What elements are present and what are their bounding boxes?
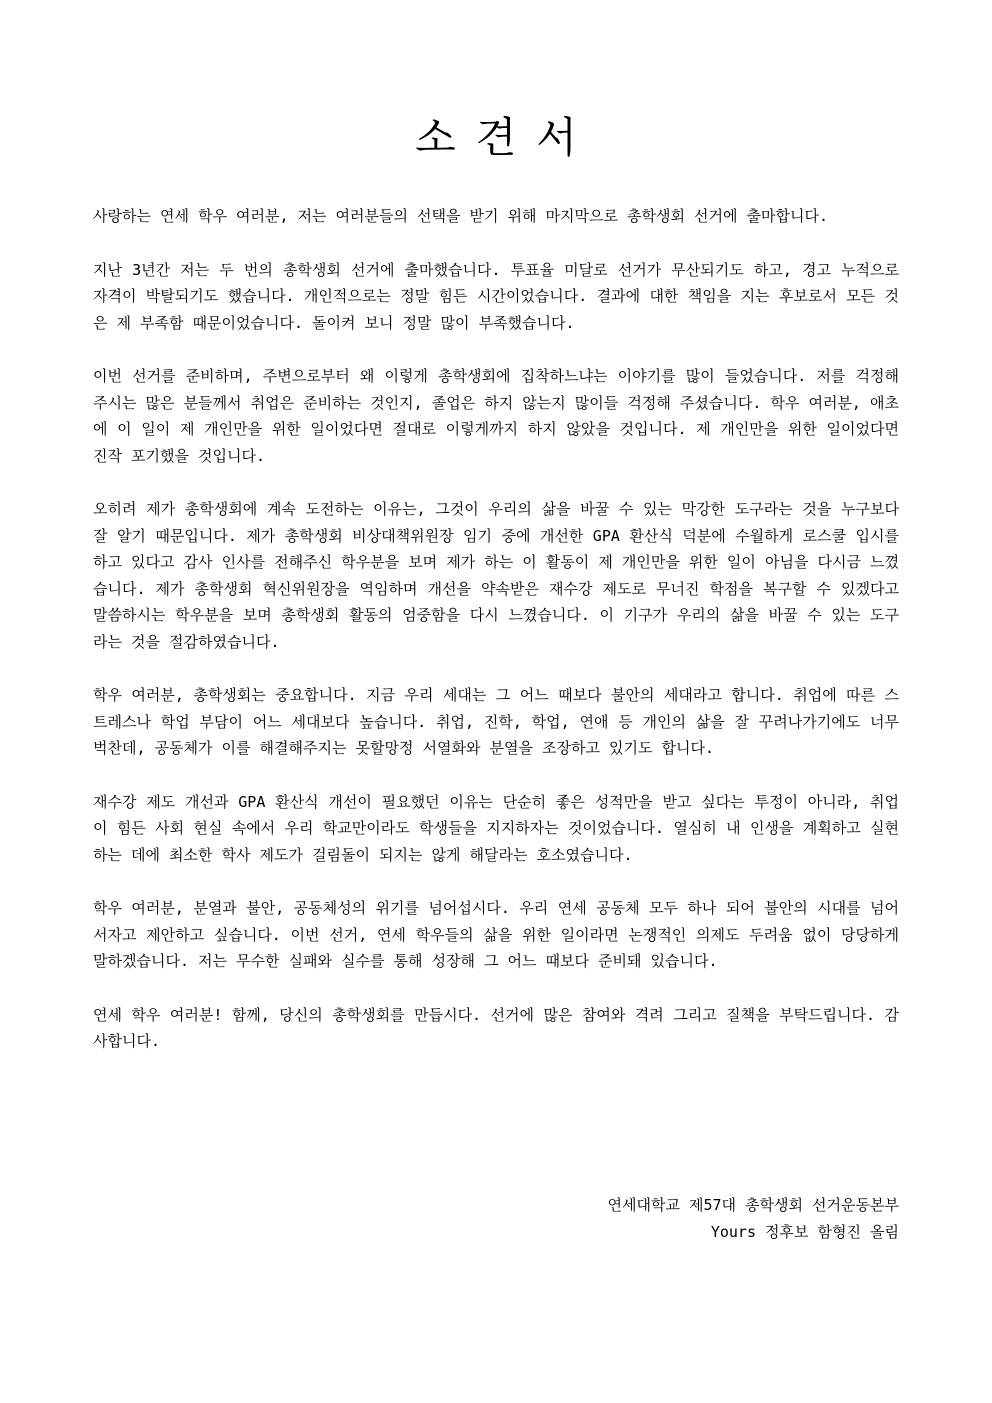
signature-block: [608, 1192, 900, 1246]
paragraph: 연세 학우 여러분! 함께, 당신의 총학생회를 만듭시다. 선거에 많은 참여와 격려 그리고 질책을 부탁드립니다. 감사합니다.: [93, 1005, 899, 1050]
paragraph: 이번 선거를 준비하며, 주변으로부터 왜 이렇게 총학생회에 집착하느냐는 이야기를 많이 들었습니다. 저를 걱정해 주시는 많은 분들께서 취업은 준비하는 것인지, 졸업은 하지 않는지 많이들 걱정해 주셨습니다. 학우 여러분, 애초에 이 일이 제 개인만을 위한 일이었다면 절대로 이렇게까지 하지 않았을 것입니다. 제 개인만을 위한 일이었다면 진작 포기했을 것입니다.: [93, 367, 899, 465]
paragraph: 지난 3년간 저는 두 번의 총학생회 선거에 출마했습니다. 투표율 미달로 선거가 무산되기도 하고, 경고 누적으로 자격이 박탈되기도 했습니다. 개인적으로는 정말 힘든 시간이었습니다. 결과에 대한 책임을 지는 후보로서 모든 것은 제 부족함 때문이었습니다. 돌이켜 보니 정말 많이 부족했습니다.: [93, 260, 899, 332]
paragraph: 학우 여러분, 분열과 불안, 공동체성의 위기를 넘어섭시다. 우리 연세 공동체 모두 하나 되어 불안의 시대를 넘어서자고 제안하고 싶습니다. 이번 선거, 연세 학우들의 삶을 위한 일이라면 논쟁적인 의제도 두려움 없이 당당하게 말하겠습니다. 저는 무수한 실패와 실수를 통해 성장해 그 어느 때보다 준비돼 있습니다.: [93, 899, 899, 970]
document-title: 소견서: [415, 113, 597, 162]
document-body: [93, 203, 899, 1082]
paragraph: 사랑하는 연세 학우 여러분, 저는 여러분들의 선택을 받기 위해 마지막으로 총학생회 선거에 출마합니다.: [93, 207, 829, 225]
signature-organization: 연세대학교 제57대 총학생회 선거운동본부: [607, 1196, 899, 1214]
paragraph: 오히려 제가 총학생회에 계속 도전하는 이유는, 그것이 우리의 삶을 바꿀 수 있는 막강한 도구라는 것을 누구보다 잘 알기 때문입니다. 제가 총학생회 비상대책위원장 임기 중에 개선한 GPA 환산식 덕분에 수월하게 로스쿨 입시를 하고 있다고 감사 인사를 전해주신 학우분을 보며 제가 하는 이 활동이 제 개인만을 위한 일이 아님을 다시금 느꼈습니다. 제가 총학생회 혁신위원장을 역임하며 개선을 약속받은 재수강 제도로 무너진 학점을 복구할 수 있겠다고 말씀하시는 학우분을 보며 총학생회 활동의 엄중함을 다시 느꼈습니다. 이 기구가 우리의 삶을 바꿀 수 있는 도구라는 것을 절감하였습니다.: [93, 500, 899, 651]
paragraph: 재수강 제도 개선과 GPA 환산식 개선이 필요했던 이유는 단순히 좋은 성적만을 받고 싶다는 투정이 아니라, 취업이 힘든 사회 현실 속에서 우리 학교만이라도 학생들을 지지하자는 것이었습니다. 열심히 내 인생을 계획하고 실현하는 데에 최소한 학사 제도가 걸림돌이 되지는 않게 해달라는 호소였습니다.: [93, 792, 899, 864]
paragraph: 학우 여러분, 총학생회는 중요합니다. 지금 우리 세대는 그 어느 때보다 불안의 세대라고 합니다. 취업에 따른 스트레스나 학업 부담이 어느 세대보다 높습니다. 취업, 진학, 학업, 연애 등 개인의 삶을 잘 꾸려나가기에도 너무 벅찬데, 공동체가 이를 해결해주지는 못할망정 서열화와 분열을 조장하고 있기도 합니다.: [93, 686, 899, 757]
signature-author: Yours 정후보 함형진 올림: [710, 1223, 899, 1241]
